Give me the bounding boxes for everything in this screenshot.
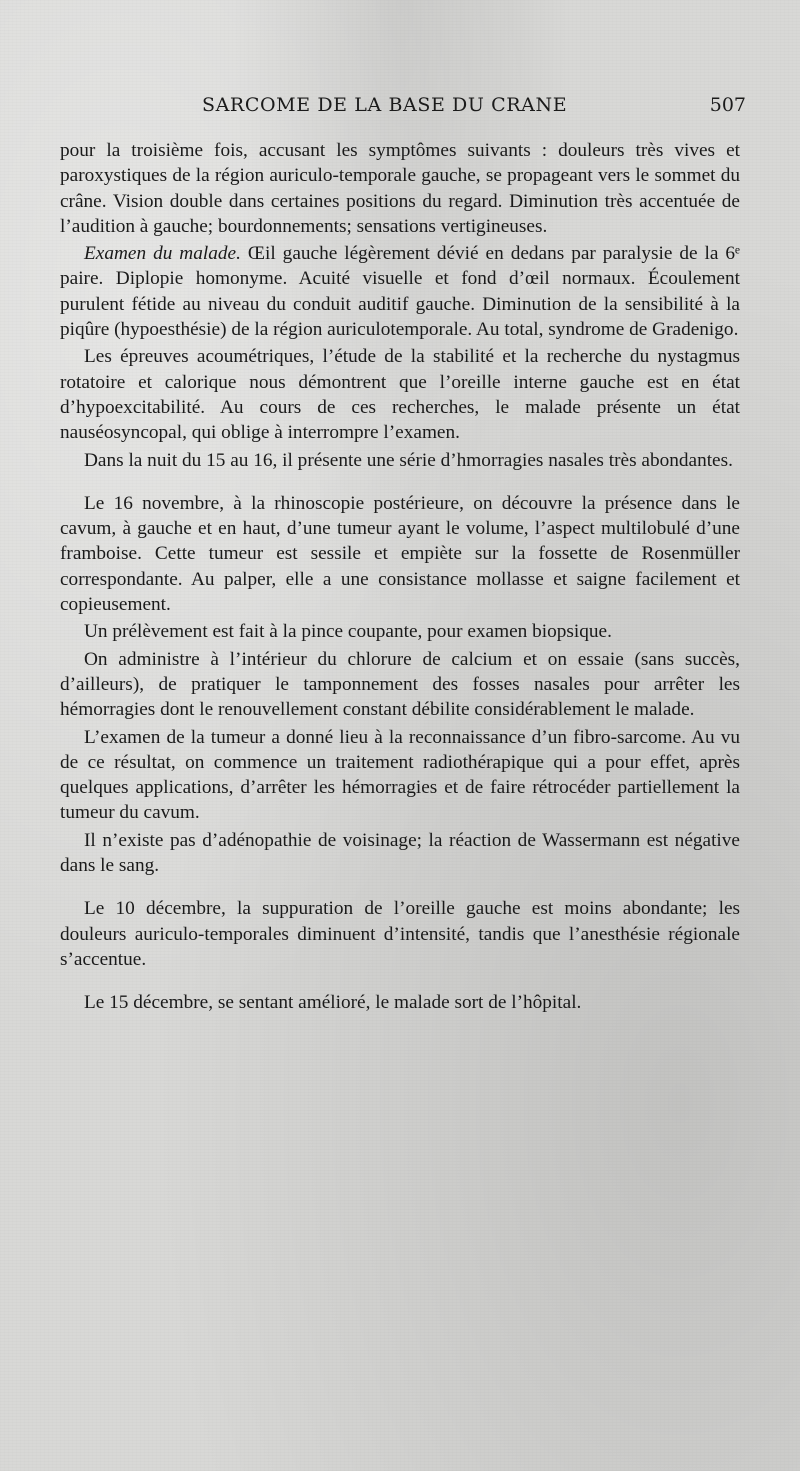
running-title: SARCOME DE LA BASE DU CRANE — [202, 94, 568, 116]
page-number: 507 — [709, 94, 746, 116]
paragraph — [60, 344, 740, 445]
paragraph-text: pour la troisième fois, accusant les symptômes suivants : douleurs très vives et paroxystiques de la région auriculo-temporale gauche, se propageant vers le sommet du crâne. Vision double dans certaines positions du regard. Diminution très accentuée de l’audition à gauche; bourdonnements; sensations vertigineuses. — [60, 140, 740, 237]
paragraph-text: Il n’existe pas d’adénopathie de voisinage; la réaction de Wassermann est négative dans le sang. — [60, 829, 740, 877]
paragraph-text: Œil gauche légèrement dévié en dedans par paralysie de la 6ᵉ paire. Diplopie homonyme. Acuité visuelle et fond d’œil normaux. Écoulement purulent fétide au niveau du conduit auditif gauche. Diminution de la sensibilité à la piqûre (hypoesthésie) de la région auriculotemporale. Au total, syndrome de Gradenigo. — [60, 243, 740, 341]
paragraph — [60, 647, 740, 723]
paragraph-text: Un prélèvement est fait à la pince coupante, pour examen biopsique. — [84, 621, 612, 643]
paragraph-text: Le 15 décembre, se sentant amélioré, le malade sort de l’hôpital. — [84, 992, 582, 1014]
paragraph-text: Le 16 novembre, à la rhinoscopie postérieure, on découvre la présence dans le cavum, à gauche et en haut, d’une tumeur ayant le volume, l’aspect multilobulé d’une framboise. Cette tumeur est sessile et empiète sur la fossette de Rosenmüller correspondante. Au palper, elle a une consistance mollasse et saigne facilement et copieusement. — [60, 492, 740, 616]
paragraph — [60, 138, 740, 239]
paragraph-text: L’examen de la tumeur a donné lieu à la reconnaissance d’un fibro-sarcome. Au vu de ce résultat, on commence un traitement radiothérapique qui a pour effet, après quelques applications, d’arrêter les hémorragies et de faire rétrocéder partiellement la tumeur du cavum. — [60, 726, 740, 824]
paragraph-text: Les épreuves acoumétriques, l’étude de la stabilité et la recherche du nystagmus rotatoire et calorique nous démontrent que l’oreille interne gauche est en état d’hypoexcitabilité. Au cours de ces recherches, le malade présente un état nauséosyncopal, qui oblige à interrompre l’examen. — [60, 346, 740, 444]
paragraph — [60, 828, 740, 879]
paragraph — [60, 491, 740, 617]
paragraph — [60, 619, 740, 644]
paragraph — [60, 990, 740, 1015]
paragraph-text: Le 10 décembre, la suppuration de l’oreille gauche est moins abondante; les douleurs auriculo-temporales diminuent d’intensité, tandis que l’anesthésie régionale s’accentue. — [60, 898, 740, 970]
paragraph-text: On administre à l’intérieur du chlorure de calcium et on essaie (sans succès, d’ailleurs), de pratiquer le tamponnement des fosses nasales pour arrêter les hémorragies dont le renouvellement constant débilite considérablement le malade. — [60, 648, 740, 721]
paragraph — [60, 241, 740, 342]
paragraph — [60, 725, 740, 826]
paragraph-text: Dans la nuit du 15 au 16, il présente une série d’hmorragies nasales très abondantes. — [84, 449, 733, 471]
paragraph — [60, 448, 740, 473]
running-header — [60, 86, 750, 122]
section-lead: Examen du malade. — [84, 243, 241, 265]
paragraph — [60, 896, 740, 972]
body-text — [60, 138, 740, 1018]
